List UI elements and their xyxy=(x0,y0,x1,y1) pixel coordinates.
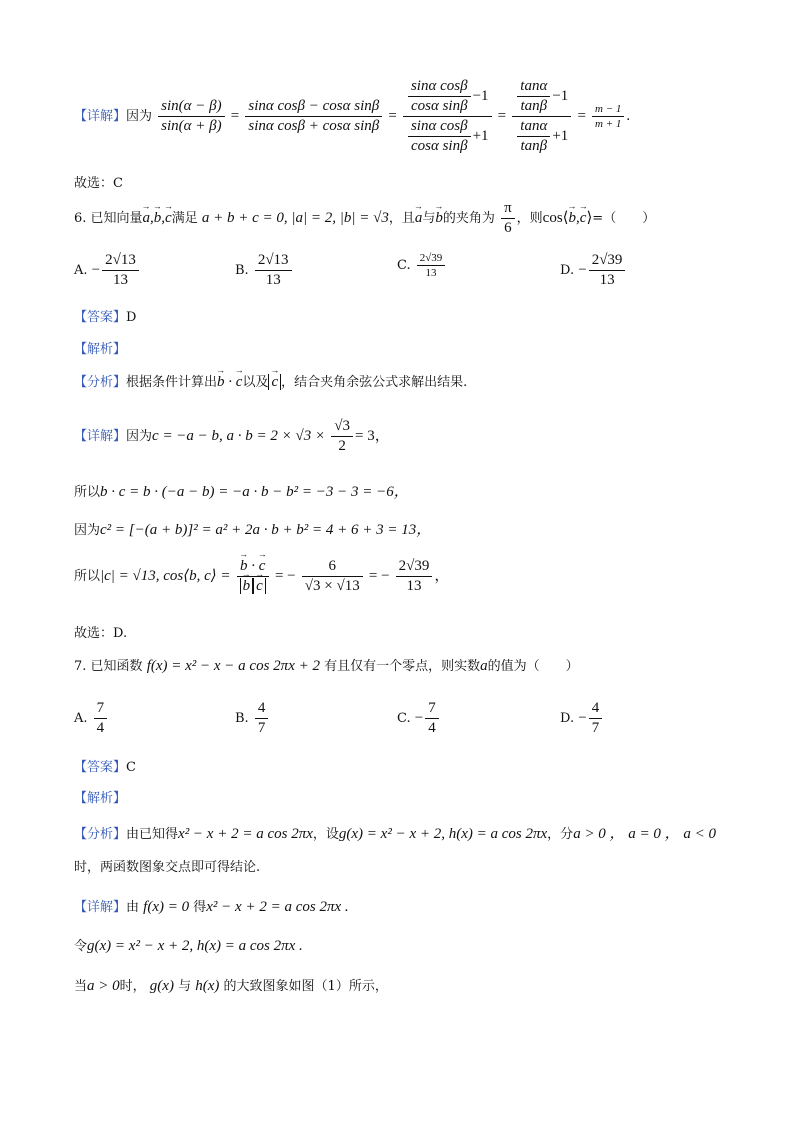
q5-mid-fraction: $\frac{\text{sinα cosβ − cosα sinβ}}{\text{sinα cosβ + cosα sinβ}}$ xyxy=(245,98,382,135)
q6-detail-2: 所以b · c = b · (−a − b) = −a · b − b² = −3 − 3 = −6， xyxy=(74,484,409,500)
q6-option-b: B. $\frac{2√13}{13}$ xyxy=(235,252,294,289)
q6-analysis-tag: 【解析】 xyxy=(74,342,127,357)
q7-option-c: C. − $\frac{7}{4}$ xyxy=(397,700,441,737)
q6-stem: 6. 已知向量→ a,→ b,→ c满足 a + b + c = 0, |a| = 2, |b| = √3，且→ a与→ b的夹角为 $\frac{\pi}{6}$ ，则cos⟨→ b,→ c⟩=（ ） xyxy=(74,200,655,237)
q5-compound-fraction-tan: $\frac{\tan\alpha}{\tan\beta}$ −1 $\frac{\tan\alpha}{\tan\beta}$ +1 xyxy=(512,78,571,155)
q6-answer: 【答案】D xyxy=(74,310,137,325)
q6-option-a: A. − $\frac{2√13}{13}$ xyxy=(74,252,141,289)
q7-analysis-tag: 【解析】 xyxy=(74,791,127,806)
q6-choice: 故选：D. xyxy=(74,626,128,641)
q6-option-d: D. − $\frac{2√39}{13}$ xyxy=(560,252,627,289)
q5-intro: 因为 xyxy=(126,109,153,124)
q6-option-c: C. $\frac{2√39}{13}$ xyxy=(397,252,447,279)
q5-detail-line: 【详解】因为 $\frac{\sin(\alpha - \beta)}{\sin(\alpha + \beta)}$ = $\frac{\text{sinα cosβ − cosα sinβ}}{\text{sinα cosβ + cosα sinβ}}$ = $\frac{\text{sinα cosβ}}{\text{cosα sinβ}}$ −1 $\frac{\text{sinα cosβ}}{\text{cosα sinβ}}$ +1 = $\frac{\tan\alpha}{\tan\beta}$ −1 $\frac{\tan\alpha}{\tan\beta}$ +1 = $\frac{m - 1}{m + 1}$ . xyxy=(74,78,631,154)
q6-detail-1: 【详解】因为c = −a − b, a · b = 2 × √3 × $\frac{√3}{2}$ = 3， xyxy=(74,418,390,454)
q7-analysis-1: 【分析】由已知得x² − x + 2 = a cos 2πx，设g(x) = x² − x + 2, h(x) = a cos 2πx，分a > 0 ， a = 0 ， a < 0 xyxy=(74,826,717,842)
q7-detail-1: 【详解】由 f(x) = 0 得x² − x + 2 = a cos 2πx . xyxy=(74,899,349,915)
q5-lhs-fraction: $\frac{\sin(\alpha - \beta)}{\sin(\alpha + \beta)}$ xyxy=(158,98,224,135)
detail-tag: 【详解】 xyxy=(74,109,127,124)
q7-detail-2: 令g(x) = x² − x + 2, h(x) = a cos 2πx . xyxy=(74,938,303,954)
q7-option-b: B. $\frac{4}{7}$ xyxy=(235,700,270,737)
q5-choice: 故选：C xyxy=(74,176,123,191)
q7-option-d: D. − $\frac{4}{7}$ xyxy=(560,700,604,737)
q6-analysis: 【分析】根据条件计算出→ b · → c以及→ c ，结合夹角余弦公式求解出结果. xyxy=(74,371,467,391)
q5-result-fraction: $\frac{m - 1}{m + 1}$ xyxy=(592,103,624,130)
q6-detail-3: 因为c² = [−(a + b)]² = a² + 2a · b + b² = 4 + 6 + 3 = 13， xyxy=(74,522,432,538)
q6-condition: a + b + c = 0, |a| = 2, |b| = √3 xyxy=(201,210,389,226)
q7-analysis-2: 时，两函数图象交点即可得结论. xyxy=(74,860,261,875)
q5-compound-fraction-sincos: $\frac{\text{sinα cosβ}}{\text{cosα sinβ}}$ −1 $\frac{\text{sinα cosβ}}{\text{cosα sinβ}}$ +1 xyxy=(403,78,492,155)
q7-stem: 7. 已知函数 f(x) = x² − x − a cos 2πx + 2 有且仅有一个零点，则实数a的值为（ ） xyxy=(74,658,579,674)
q6-angle-fraction: $\frac{\pi}{6}$ xyxy=(501,200,515,237)
q7-detail-3: 当a > 0时， g(x) 与 h(x) 的大致图象如图（1）所示， xyxy=(74,978,388,994)
q7-option-a: A. $\frac{7}{4}$ xyxy=(74,700,109,737)
q7-answer: 【答案】C xyxy=(74,760,136,775)
q6-detail-4: 所以|c| = √13, cos⟨b, c⟩ = → b · → c → b→ c = − $\frac{6}{√3 \times √13}$ = − $\frac{2√39}{13}$ ， xyxy=(74,558,449,595)
